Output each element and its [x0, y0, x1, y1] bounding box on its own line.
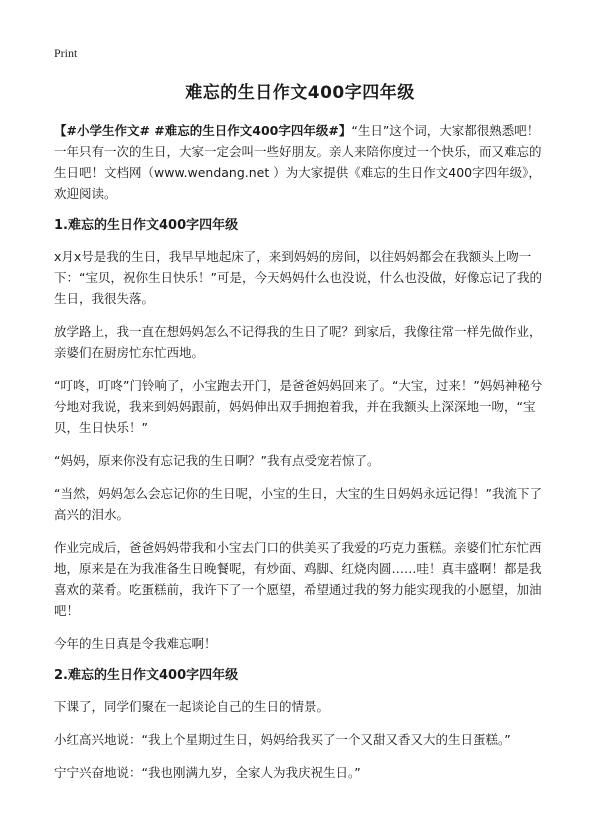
- article-body: [54, 120, 550, 795]
- paragraph: 下课了，同学们聚在一起谈论自己的生日的情景。: [54, 699, 330, 714]
- section-2: [54, 666, 550, 783]
- paragraph: 作业完成后，爸爸妈妈带我和小宝去门口的供美买了我爱的巧克力蛋糕。亲婆们忙东忙西地，原来是在为我准备生日晚餐呢，有炒面、鸡脚、红烧肉圆……哇！真丰盛啊！都是我喜欢的菜肴。吃蛋糕前，我许下了一个愿望，希望通过我的努力能实现我的小愿望，加油吧！: [54, 540, 542, 618]
- intro-tag: 【#小学生作文# #难忘的生日作文400字四年级#】: [54, 123, 352, 138]
- paragraph: 今年的生日真是令我难忘啊！: [54, 636, 217, 651]
- section-heading: 1.难忘的生日作文400字四年级: [54, 218, 239, 233]
- paragraph: 放学路上，我一直在想妈妈怎么不记得我的生日了呢？到家后，我像往常一样先做作业，亲婆们在厨房忙东忙西地。: [54, 324, 542, 360]
- section-heading: 2.难忘的生日作文400字四年级: [54, 668, 239, 683]
- paragraph: 小红高兴地说：“我上个星期过生日，妈妈给我买了一个又甜又香又大的生日蛋糕。”: [54, 732, 511, 747]
- page-title: 难忘的生日作文400字四年级: [185, 83, 415, 103]
- paragraph: “妈妈，原来你没有忘记我的生日啊？”我有点受宠若惊了。: [54, 453, 380, 468]
- paragraph: “叮咚，叮咚”门铃响了，小宝跑去开门，是爸爸妈妈回来了。“大宝，过来！”妈妈神秘兮兮地对我说，我来到妈妈跟前，妈妈伸出双手拥抱着我，并在我额头上深深地一吻，“宝贝，生日快乐！”: [54, 378, 543, 435]
- print-label: Print: [54, 46, 78, 60]
- intro-paragraph: [54, 120, 550, 204]
- section-1: [54, 216, 550, 654]
- intro-text: “生日”这个词，大家都很熟悉吧！一年只有一次的生日，大家一定会叫一些好朋友。亲人来陪你度过一个快乐，而又难忘的生日吧！文档网（www.wendang.net ）为大家提供《难忘的生日作文400字四年级》，欢迎阅读。: [54, 123, 542, 201]
- paragraph: x月x号是我的生日，我早早地起床了，来到妈妈的房间，以往妈妈都会在我额头上吻一下：“宝贝，祝你生日快乐！”可是，今天妈妈什么也没说，什么也没做，好像忘记了我的生日，我很失落。: [54, 249, 542, 306]
- paragraph: 宁宁兴奋地说：“我也刚满九岁，全家人为我庆祝生日。”: [54, 765, 361, 780]
- paragraph: “当然，妈妈怎么会忘记你的生日呢，小宝的生日，大宝的生日妈妈永远记得！”我流下了高兴的泪水。: [54, 486, 542, 522]
